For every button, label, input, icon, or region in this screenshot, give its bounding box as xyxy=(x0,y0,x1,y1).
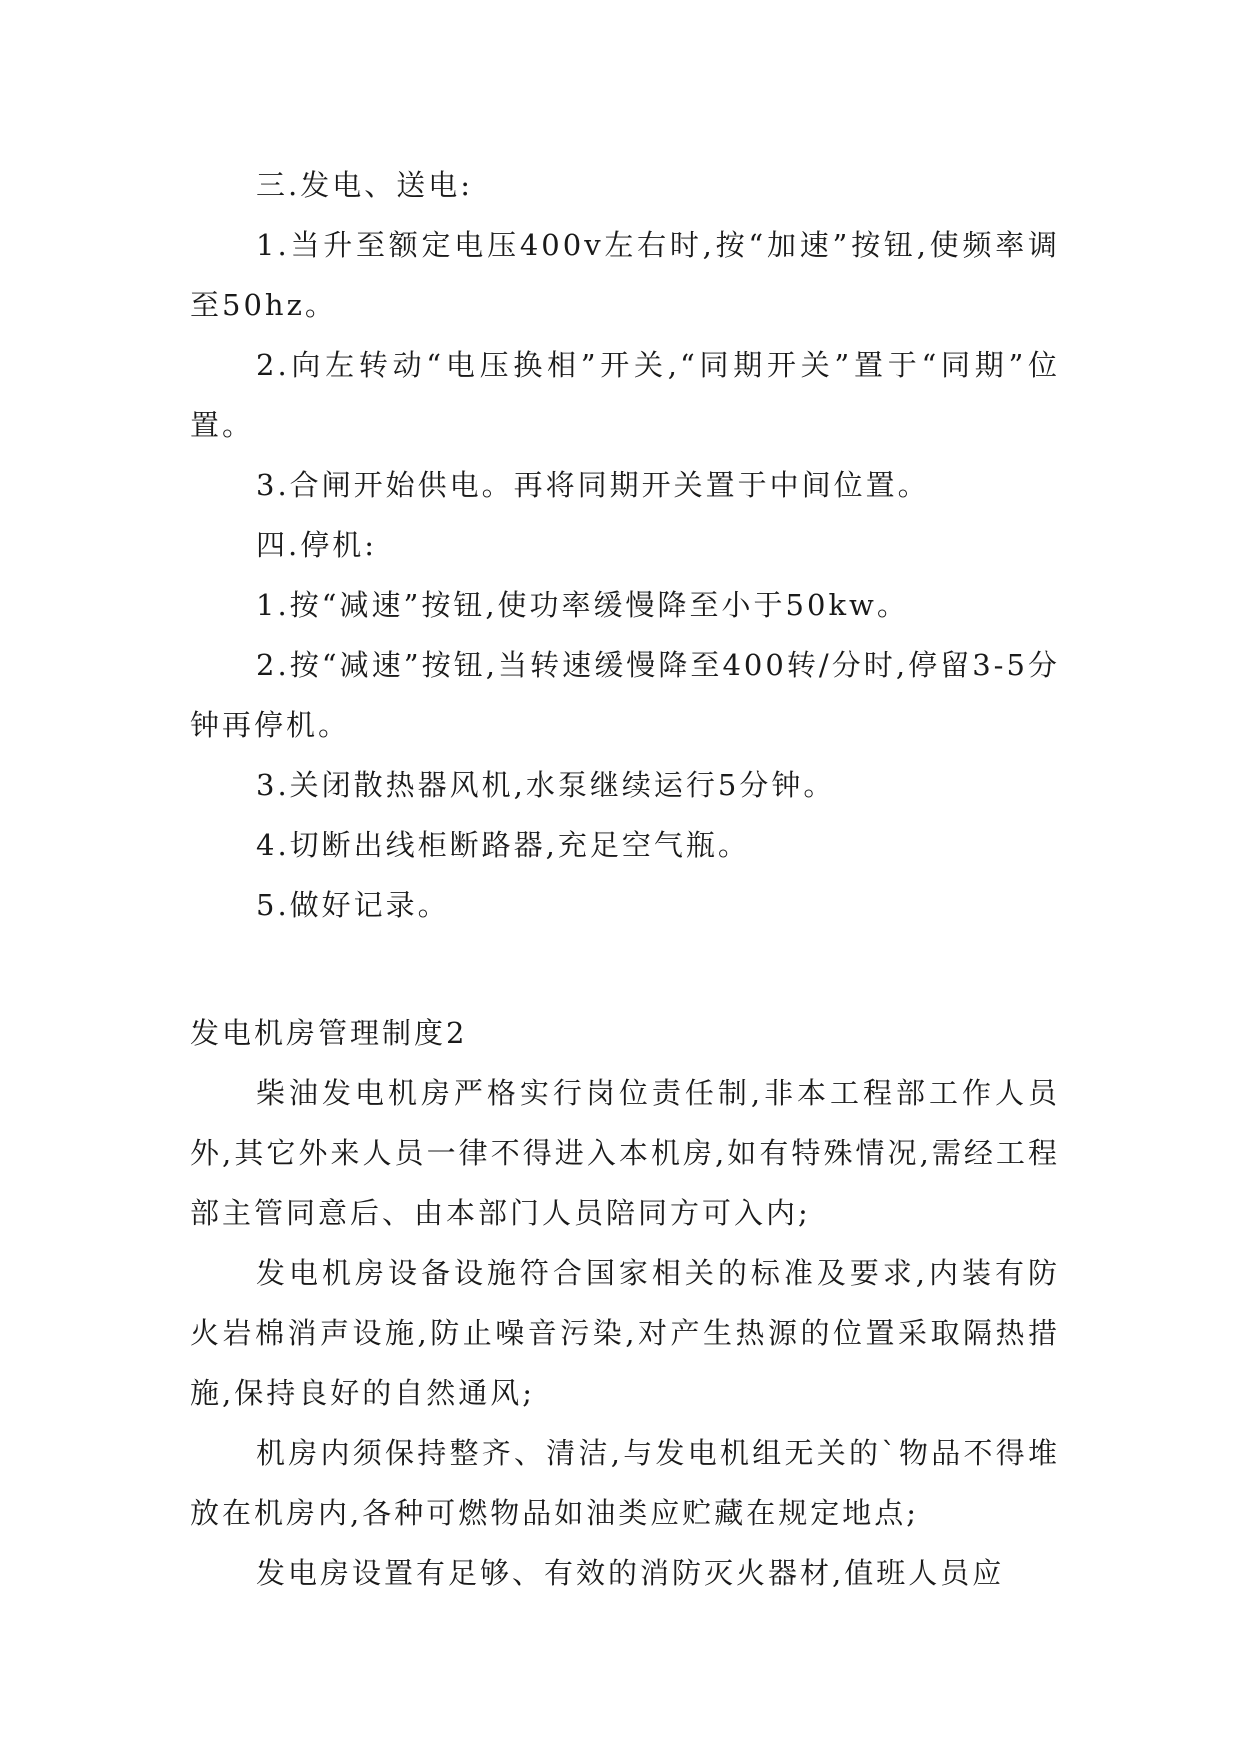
paragraph: 2.向左转动“电压换相”开关,“同期开关”置于“同期”位置。 xyxy=(190,348,1060,442)
paragraph: 发电机房设备设施符合国家相关的标准及要求,内装有防火岩棉消声设施,防止噪音污染,对产生热源的位置采取隔热措施,保持良好的自然通风; xyxy=(190,1256,1060,1410)
paragraph: 1.按“减速”按钮,使功率缓慢降至小于50kw。 xyxy=(256,588,909,622)
paragraph: 发电房设置有足够、有效的消防灭火器材,值班人员应 xyxy=(256,1556,1005,1590)
paragraph: 机房内须保持整齐、清洁,与发电机组无关的`物品不得堆放在机房内,各种可燃物品如油类应贮藏在规定地点; xyxy=(190,1436,1060,1530)
paragraph: 1.当升至额定电压400v左右时,按“加速”按钮,使频率调至50hz。 xyxy=(190,228,1060,322)
section-heading-shutdown: 四.停机: xyxy=(256,528,377,562)
paragraph: 5.做好记录。 xyxy=(256,888,450,922)
document-body xyxy=(190,155,1060,1603)
paragraph: 3.关闭散热器风机,水泵继续运行5分钟。 xyxy=(256,768,836,802)
paragraph: 柴油发电机房严格实行岗位责任制,非本工程部工作人员外,其它外来人员一律不得进入本机房,如有特殊情况,需经工程部主管同意后、由本部门人员陪同方可入内; xyxy=(190,1076,1060,1230)
paragraph: 2.按“减速”按钮,当转速缓慢降至400转/分时,停留3-5分钟再停机。 xyxy=(190,648,1060,742)
paragraph: 3.合闸开始供电。再将同期开关置于中间位置。 xyxy=(256,468,930,502)
paragraph: 4.切断出线柜断路器,充足空气瓶。 xyxy=(256,828,750,862)
section-heading-power-supply: 三.发电、送电: xyxy=(256,168,473,202)
document-heading: 发电机房管理制度2 xyxy=(190,1016,468,1050)
section-gap xyxy=(190,935,1060,1003)
